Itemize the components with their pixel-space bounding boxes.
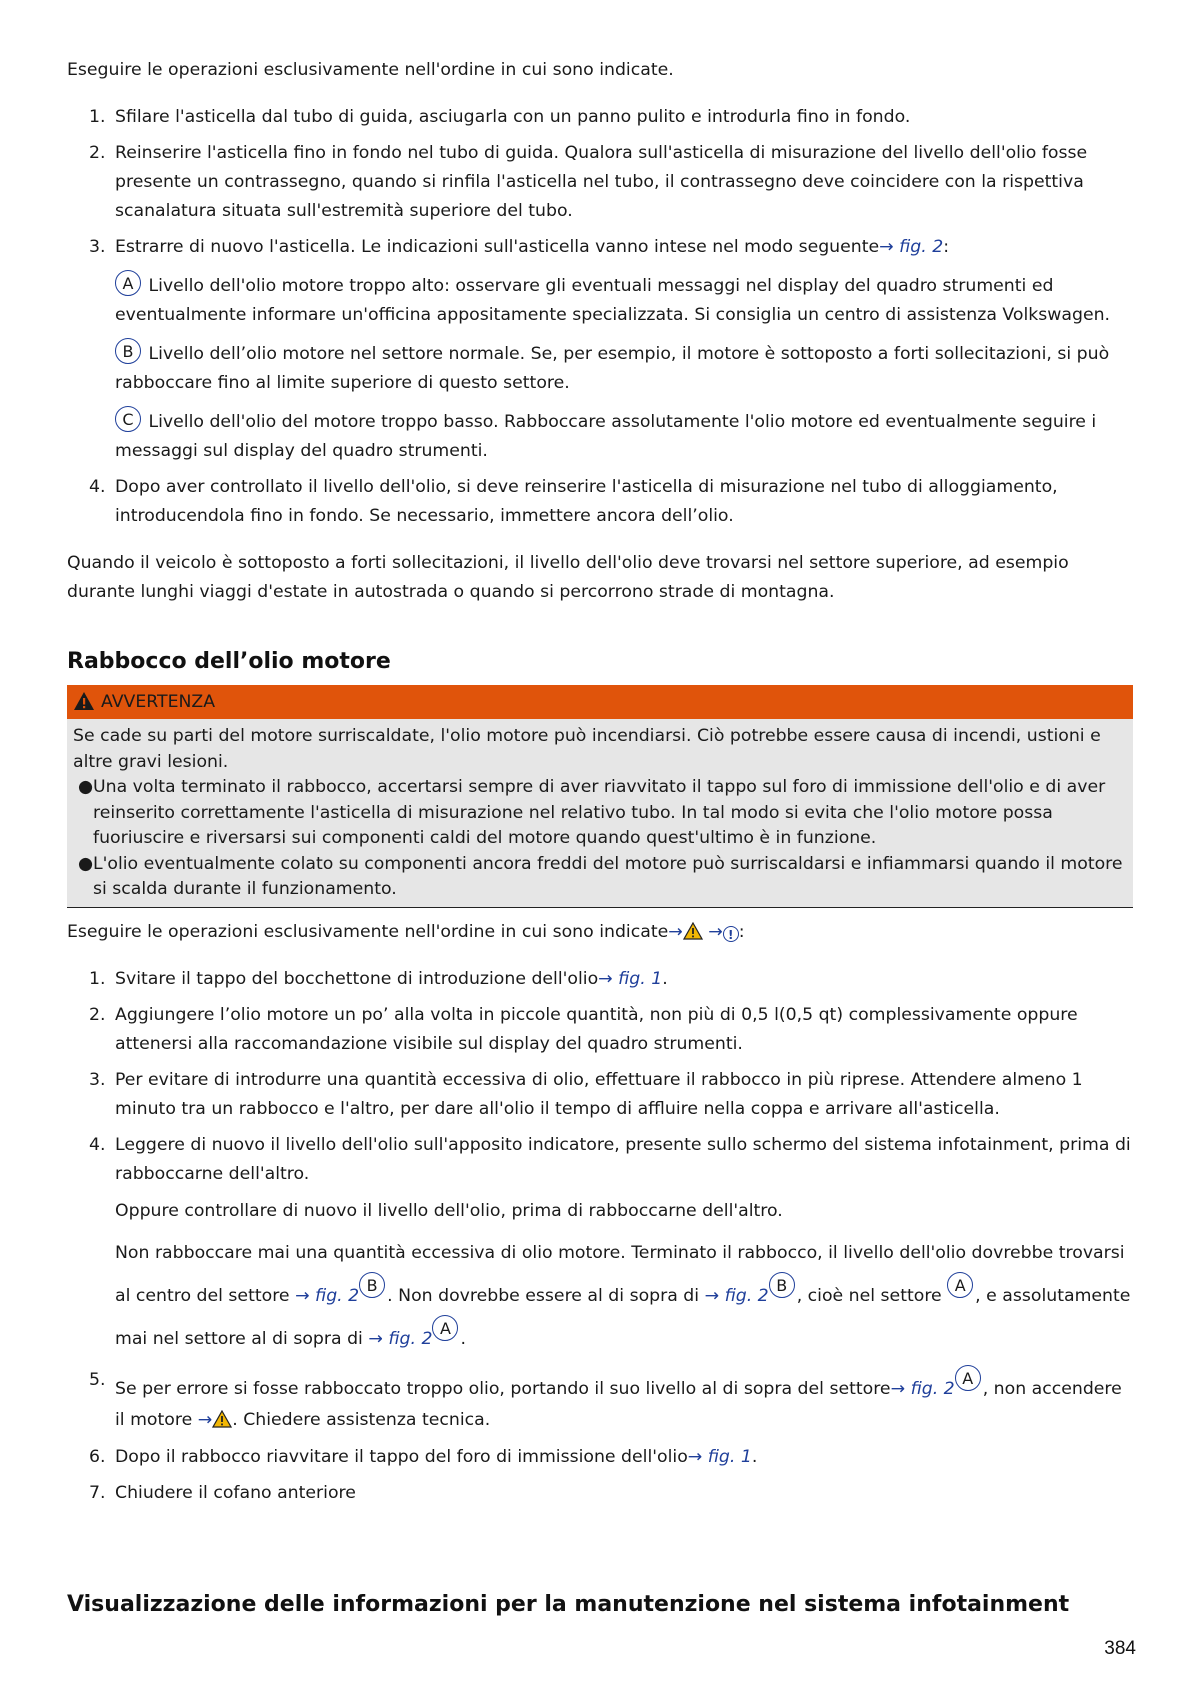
fig-link[interactable] [705, 1286, 769, 1306]
step-suffix: . [662, 968, 668, 989]
step-number: 2. [89, 1004, 106, 1025]
warning-header [67, 685, 1133, 719]
list-item [67, 233, 1133, 466]
warning-triangle-icon[interactable] [212, 1410, 232, 1428]
note-text: . Non dovrebbe essere al di sopra di [387, 1285, 700, 1306]
arrow-icon: → [879, 237, 894, 257]
step-number: 4. [89, 477, 106, 497]
step-text: Reinserire l'asticella fino in fondo nel tubo di guida. Qualora sull'asticella di misurazione del livello dell'olio fosse presente un contrassegno, quando si rinfila l'asticella nel tubo, il contrassegno deve coincidere con la rispettiva scanalatura situata sull'estremità superiore del tubo. [115, 143, 1088, 221]
level-B [115, 338, 1133, 398]
level-text: Livello dell'olio del motore troppo basso. Rabboccare assolutamente l'olio motore ed eventualmente seguire i messaggi sul display del quadro strumenti. [115, 412, 1097, 461]
note-text: , cioè nel settore [796, 1285, 942, 1306]
intro-text-2: Eseguire le operazioni esclusivamente nell'ordine in cui sono indicate→ → ! : [67, 921, 745, 942]
list-item [67, 1365, 1133, 1436]
step-number: 3. [89, 237, 106, 257]
arrow-icon: → [687, 1446, 703, 1467]
info-icon[interactable]: ! [723, 926, 739, 942]
list-item [67, 473, 1133, 531]
warning-text: Se cade su parti del motore surriscaldate, l'olio motore può incendiarsi. Ciò potrebbe essere causa di incendi, ustioni e altre gravi lesioni. [73, 726, 1101, 772]
bullet-icon: ● [78, 853, 94, 874]
mark-b-icon: B [359, 1272, 385, 1298]
bullet-text: L'olio eventualmente colato su componenti ancora freddi del motore può surriscaldarsi e infiammarsi quando il motore si scalda durante il funzionamento. [93, 853, 1123, 899]
arrow-icon: → [197, 1409, 213, 1430]
list-item [67, 1001, 1133, 1059]
list-item [67, 103, 1133, 132]
step-text: Leggere di nuovo il livello dell'olio sull'apposito indicatore, presente sullo schermo del sistema infotainment, prima di rabboccarne dell'altro. [115, 1134, 1131, 1184]
fig-link-label[interactable]: fig. 2 [910, 1378, 955, 1399]
arrow-icon: → [368, 1328, 383, 1349]
step-suffix: : [943, 237, 950, 257]
refill-steps [67, 965, 1133, 1508]
page-content [67, 56, 1133, 1515]
step-text: , non accendere il motore [115, 1378, 1122, 1430]
arrow-icon: → [708, 921, 723, 942]
mark-b-icon: B [769, 1272, 795, 1298]
section-heading: Rabbocco dell’olio motore [67, 649, 391, 674]
step-text: Svitare il tappo del bocchettone di introduzione dell'olio [115, 968, 599, 989]
check-steps [67, 103, 1133, 531]
arrow-icon: → [668, 921, 683, 942]
section-heading-2: Visualizzazione delle informazioni per la manutenzione nel sistema infotainment [67, 1592, 1070, 1617]
step-text: Sfilare l'asticella dal tubo di guida, asciugarla con un panno pulito e introdurla fino in fondo. [115, 107, 911, 127]
step-text: . Chiedere assistenza tecnica. [232, 1409, 491, 1430]
fig-link-label[interactable]: fig. 1 [707, 1446, 752, 1467]
level-C [115, 406, 1133, 466]
fig-link[interactable] [891, 1379, 955, 1399]
mark-b-icon: B [115, 338, 141, 364]
step-note [115, 1234, 1133, 1358]
fig-link[interactable] [688, 1447, 752, 1467]
note-text: , e assolutamente mai nel settore al di sopra di [115, 1285, 1131, 1349]
list-item [73, 775, 1125, 852]
list-item [67, 1131, 1133, 1358]
fig-link[interactable] [368, 1329, 432, 1349]
mark-c-icon: C [115, 406, 141, 432]
step-text: Estrarre di nuovo l'asticella. Le indicazioni sull'asticella vanno intese nel modo seguente [115, 237, 880, 257]
arrow-icon: → [890, 1378, 906, 1399]
list-item [67, 139, 1133, 226]
page-number: 384 [1104, 1638, 1136, 1659]
step-alt-text: Oppure controllare di nuovo il livello dell'olio, prima di rabboccarne dell'altro. [115, 1200, 783, 1221]
list-item [67, 1479, 1133, 1508]
warning-body [67, 719, 1133, 907]
fig-link[interactable] [879, 237, 943, 257]
level-text: Livello dell’olio motore nel settore normale. Se, per esempio, il motore è sottoposto a forti sollecitazioni, si può rabboccare fino al limite superiore di questo settore. [115, 344, 1110, 393]
mark-a-icon: A [947, 1272, 973, 1298]
step-text: Per evitare di introdurre una quantità eccessiva di olio, effettuare il rabbocco in più riprese. Attendere almeno 1 minuto tra un rabbocco e l'altro, per dare all'olio il tempo di affluire nella coppa e arrivare all'asticella. [115, 1069, 1083, 1119]
fig-link[interactable] [295, 1286, 359, 1306]
level-text: Livello dell'olio motore troppo alto: osservare gli eventuali messaggi nel display del quadro strumenti ed eventualmente informare un'officina appositamente specializzata. Si consiglia un centro di assistenza Volkswagen. [115, 276, 1111, 325]
warning-title: AVVERTENZA [101, 692, 216, 712]
bullet-icon: ● [78, 777, 94, 797]
intro-text: Eseguire le operazioni esclusivamente nell'ordine in cui sono indicate. [67, 60, 674, 80]
step-text: Aggiungere l’olio motore un po’ alla volta in piccole quantità, non più di 0,5 l(0,5 qt) complessivamente oppure attenersi alla raccomandazione visibile sul display del quadro strumenti. [115, 1004, 1078, 1054]
step-suffix: . [751, 1446, 758, 1467]
step-number: 1. [89, 107, 106, 127]
warning-box [67, 685, 1133, 908]
step-number: 5. [89, 1369, 106, 1390]
step-number: 3. [89, 1069, 106, 1090]
step-number: 7. [89, 1482, 106, 1503]
mark-a-icon: A [955, 1365, 981, 1391]
list-item [67, 965, 1133, 994]
arrow-icon: → [704, 1285, 720, 1306]
warning-triangle-icon[interactable] [683, 922, 703, 940]
bullet-text: Una volta terminato il rabbocco, accertarsi sempre di aver riavvitato il tappo sul foro di immissione dell'olio e di aver reinserito correttamente l'asticella di misurazione nel relativo tubo. In tal modo si evita che l'olio motore possa fuoriuscire e riversarsi sui componenti caldi del motore quando quest'ultimo è in funzione. [93, 777, 1106, 848]
mark-a-icon: A [432, 1315, 458, 1341]
warning-bullets [73, 775, 1125, 903]
step-text: Chiudere il cofano anteriore [115, 1482, 356, 1503]
fig-link-label[interactable]: fig. 2 [388, 1328, 433, 1349]
level-A [115, 270, 1133, 330]
arrow-icon: → [295, 1285, 310, 1306]
fig-link[interactable] [598, 969, 662, 989]
fig-link-label[interactable]: fig. 1 [618, 968, 663, 989]
step-number: 6. [89, 1446, 106, 1467]
step-number: 4. [89, 1134, 106, 1155]
step-text: Dopo aver controllato il livello dell'olio, si deve reinserire l'asticella di misurazione nel tubo di alloggiamento, introducendola fino in fondo. Se necessario, immettere ancora dell’olio. [115, 477, 1058, 526]
step-number: 1. [89, 968, 106, 989]
paragraph: Quando il veicolo è sottoposto a forti sollecitazioni, il livello dell'olio deve trovarsi nel settore superiore, ad esempio durante lunghi viaggi d'estate in autostrada o quando si percorrono strade di montagna. [67, 553, 1069, 602]
mark-a-icon: A [115, 270, 141, 296]
fig-link-label[interactable]: fig. 2 [724, 1285, 769, 1306]
intro2-text: Eseguire le operazioni esclusivamente nell'ordine in cui sono indicate [67, 921, 669, 942]
warning-triangle-icon [73, 691, 95, 711]
step-text: Dopo il rabbocco riavvitare il tappo del foro di immissione dell'olio [115, 1446, 688, 1467]
fig-link-label[interactable]: fig. 2 [315, 1285, 360, 1306]
note-text: . [460, 1328, 466, 1349]
fig-link-label[interactable]: fig. 2 [899, 237, 944, 257]
note-text: Non rabboccare mai una quantità eccessiva di olio motore. Terminato il rabbocco, il livello dell'olio dovrebbe trovarsi al centro del settore [115, 1242, 1125, 1306]
list-item [67, 1066, 1133, 1124]
step-text: Se per errore si fosse rabboccato troppo olio, portando il suo livello al di sopra del settore [115, 1378, 891, 1399]
step-number: 2. [89, 143, 106, 163]
list-item [67, 1443, 1133, 1472]
list-item [73, 852, 1125, 903]
arrow-icon: → [598, 968, 613, 989]
